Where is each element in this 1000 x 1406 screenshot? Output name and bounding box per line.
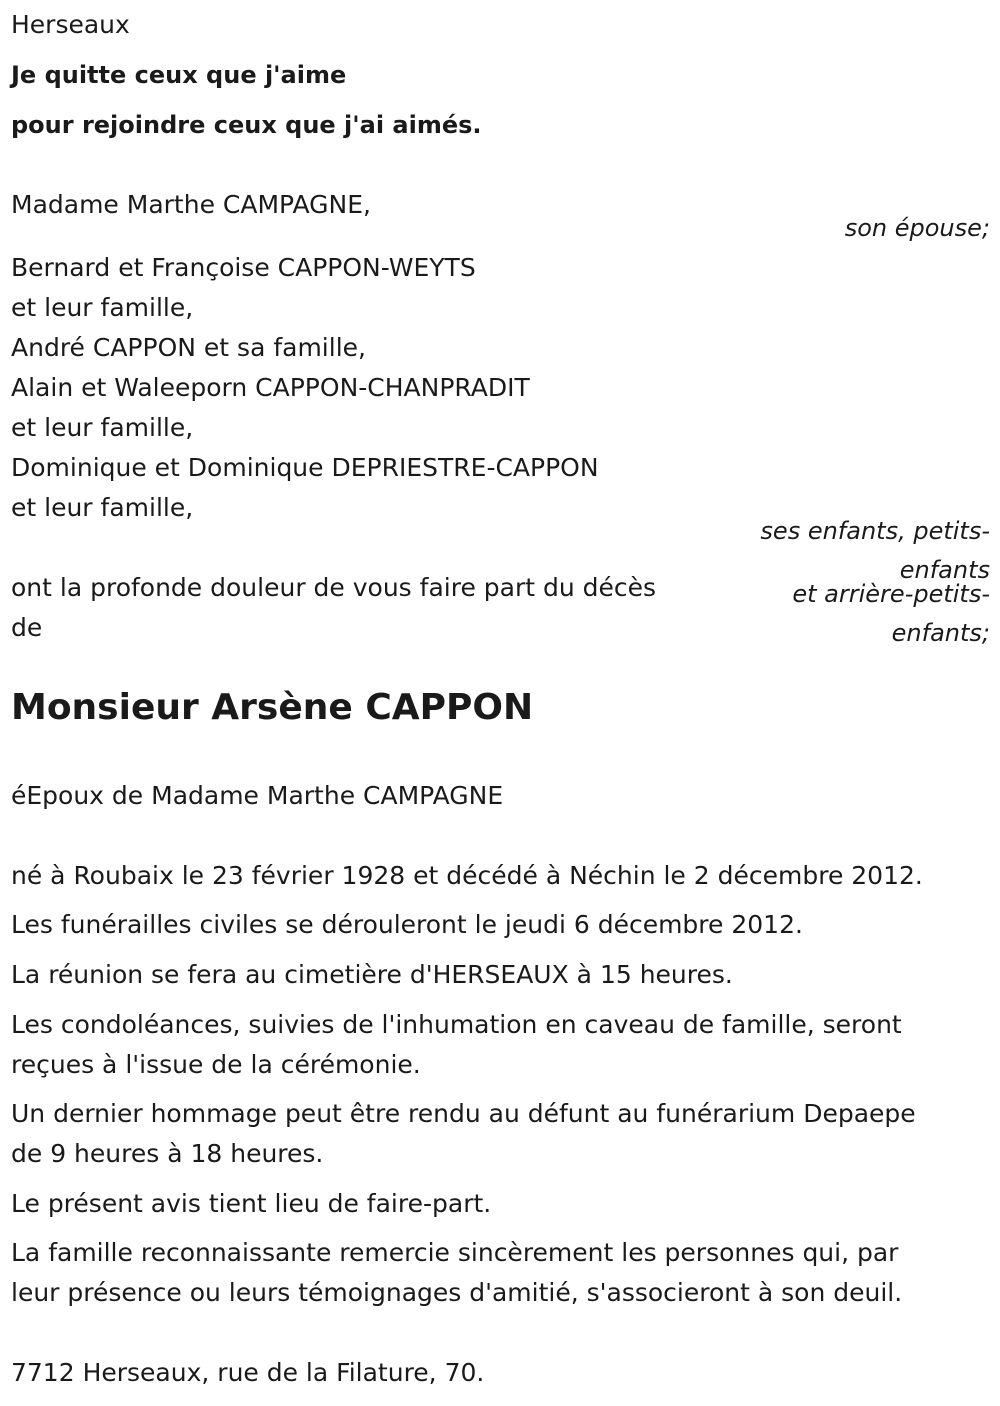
family-line: Dominique et Dominique DEPRIESTRE-CAPPON [11,453,599,482]
deceased-spouse-of: éEpoux de Madame Marthe CAMPAGNE [11,781,504,810]
family-line: André CAPPON et sa famille, [11,333,366,362]
spouse-relation: son épouse; [844,214,990,242]
thanks-line-1: La famille reconnaissante remercie sincèrement les personnes qui, par [11,1238,899,1267]
tribute-line-2: de 9 heures à 18 heures. [11,1139,324,1168]
funeral-info: Les funérailles civiles se dérouleront le jeudi 6 décembre 2012. [11,910,803,939]
family-line: et leur famille, [11,293,194,322]
relation-line: enfants; [891,619,990,647]
condolences-line-2: reçues à l'issue de la cérémonie. [11,1050,421,1079]
family-line: Alain et Waleeporn CAPPON-CHANPRADIT [11,373,530,402]
spouse-name: Madame Marthe CAMPAGNE, [11,190,371,219]
relation-line: et arrière-petits- [792,580,990,608]
birth-death: né à Roubaix le 23 février 1928 et décédé à Néchin le 2 décembre 2012. [11,861,923,890]
relation-line: ses enfants, petits- [760,517,990,545]
quote-line-2: pour rejoindre ceux que j'ai aimés. [11,111,482,139]
family-line: Bernard et Françoise CAPPON-WEYTS [11,253,476,282]
location-heading: Herseaux [11,10,130,39]
quote-line-1: Je quitte ceux que j'aime [11,61,347,89]
thanks-line-2: leur présence ou leurs témoignages d'amitié, s'associeront à son deuil. [11,1278,903,1307]
family-line: et leur famille, [11,493,194,522]
meeting-info: La réunion se fera au cimetière d'HERSEAUX à 15 heures. [11,960,733,989]
address: 7712 Herseaux, rue de la Filature, 70. [11,1358,485,1387]
condolences-line-1: Les condoléances, suivies de l'inhumation en caveau de famille, seront [11,1010,902,1039]
notice: Le présent avis tient lieu de faire-part. [11,1189,492,1218]
announcement-line-2: de [11,613,43,642]
announcement-line-1: ont la profonde douleur de vous faire part du décès [11,573,657,602]
family-line: et leur famille, [11,413,194,442]
deceased-name: Monsieur Arsène CAPPON [11,687,534,728]
tribute-line-1: Un dernier hommage peut être rendu au défunt au funérarium Depaepe [11,1099,916,1128]
relation-line: enfants [899,556,990,584]
